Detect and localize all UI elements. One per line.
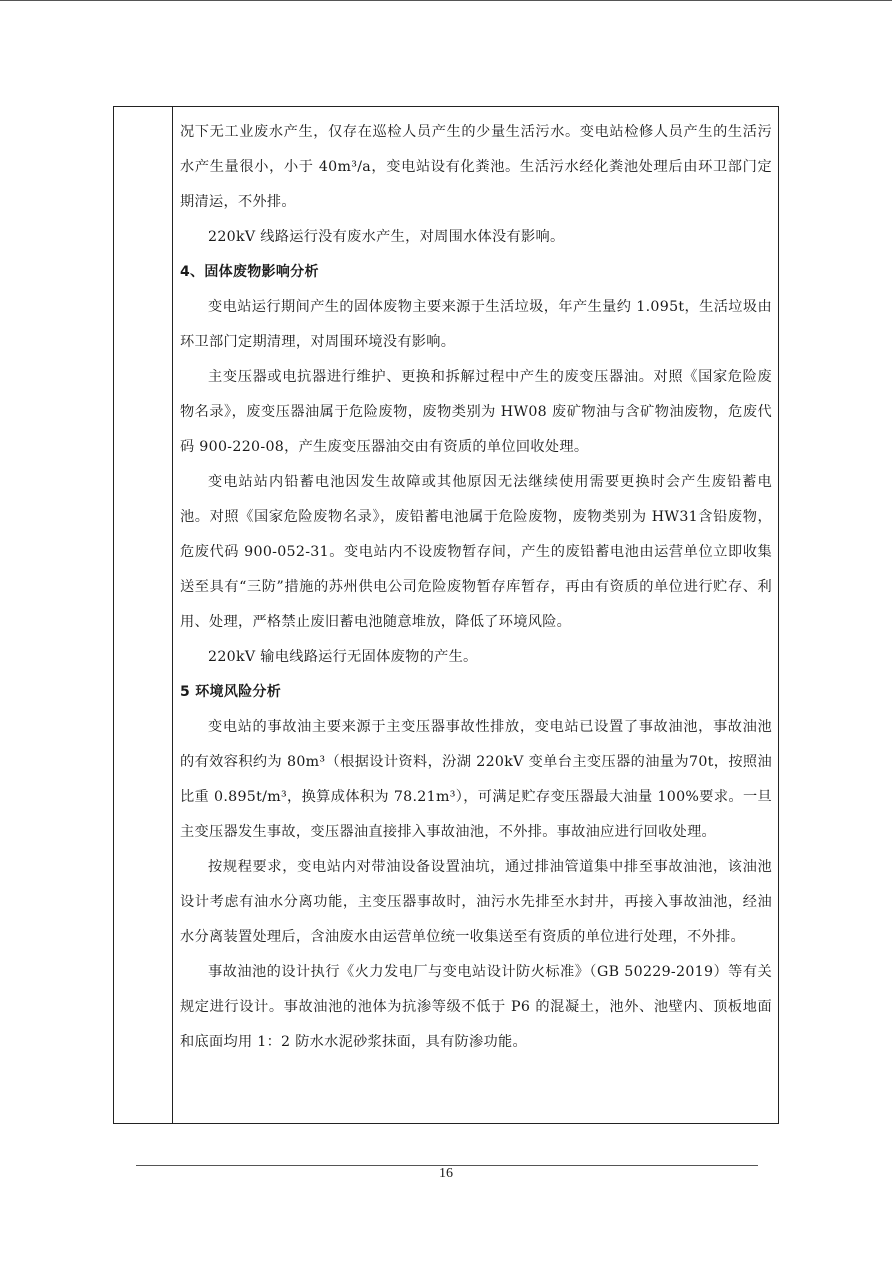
paragraph-transformer-oil: 主变压器或电抗器进行维护、更换和拆解过程中产生的废变压器油。对照《国家危险废物名录》，废变压器油属于危险废物，废物类别为 HW08 废矿物油与含矿物油废物，危废代码 900-220-08，产生废变压器油交由有资质的单位回收处理。 <box>180 369 772 455</box>
paragraph-wastewater-continued: 况下无工业废水产生，仅存在巡检人员产生的少量生活污水。变电站检修人员产生的生活污水产生量很小，小于 40m³/a，变电站设有化粪池。生活污水经化粪池处理后由环卫部门定期清运，不外排。 <box>180 124 772 210</box>
heading-solid-waste: 4、固体废物影响分析 <box>180 264 319 280</box>
paragraph-accident-oil: 变电站的事故油主要来源于主变压器事故性排放，变电站已设置了事故油池，事故油池的有效容积约为 80m³（根据设计资料，汾湖 220kV 变单台主变压器的油量为70t，按照油比重 0.895t/m³，换算成体积为 78.21m³），可满足贮存变压器最大油量 100%要求。一旦主变压器发生事故，变压器油直接排入事故油池，不外排。事故油应进行回收处理。 <box>180 719 772 840</box>
table-content-cell <box>180 115 772 1060</box>
paragraph-lead-battery: 变电站站内铅蓄电池因发生故障或其他原因无法继续使用需要更换时会产生废铅蓄电池。对照《国家危险废物名录》，废铅蓄电池属于危险废物，废物类别为 HW31含铅废物，危废代码 900-052-31。变电站内不设废物暂存间，产生的废铅蓄电池由运营单位立即收集送至具有“三防”措施的苏州供电公司危险废物暂存库暂存，再由有资质的单位进行贮存、利用、处理，严格禁止废旧蓄电池随意堆放，降低了环境风险。 <box>180 474 772 630</box>
top-border-line <box>0 0 892 1</box>
paragraph-line-solid-waste: 220kV 输电线路运行无固体废物的产生。 <box>208 649 478 665</box>
heading-environmental-risk: 5 环境风险分析 <box>180 684 282 700</box>
paragraph-solid-waste-garbage: 变电站运行期间产生的固体废物主要来源于生活垃圾，年产生量约 1.095t，生活垃圾由环卫部门定期清理，对周围环境没有影响。 <box>180 299 772 350</box>
content-table <box>113 106 779 1124</box>
paragraph-line-wastewater: 220kV 线路运行没有废水产生，对周围水体没有影响。 <box>208 229 565 245</box>
paragraph-oil-pit: 按规程要求，变电站内对带油设备设置油坑，通过排油管道集中排至事故油池，该油池设计考虑有油水分离功能，主变压器事故时，油污水先排至水封井，再接入事故油池，经油水分离装置处理后，含油废水由运营单位统一收集送至有资质的单位进行处理，不外排。 <box>180 859 772 945</box>
table-column-divider <box>172 107 173 1123</box>
page-number: 16 <box>439 1166 453 1181</box>
paragraph-oil-pool-design: 事故油池的设计执行《火力发电厂与变电站设计防火标准》（GB 50229-2019）等有关规定进行设计。事故油池的池体为抗渗等级不低于 P6 的混凝土，池外、池壁内、顶板地面和底面均用 1：2 防水水泥砂浆抹面，具有防渗功能。 <box>180 964 772 1050</box>
